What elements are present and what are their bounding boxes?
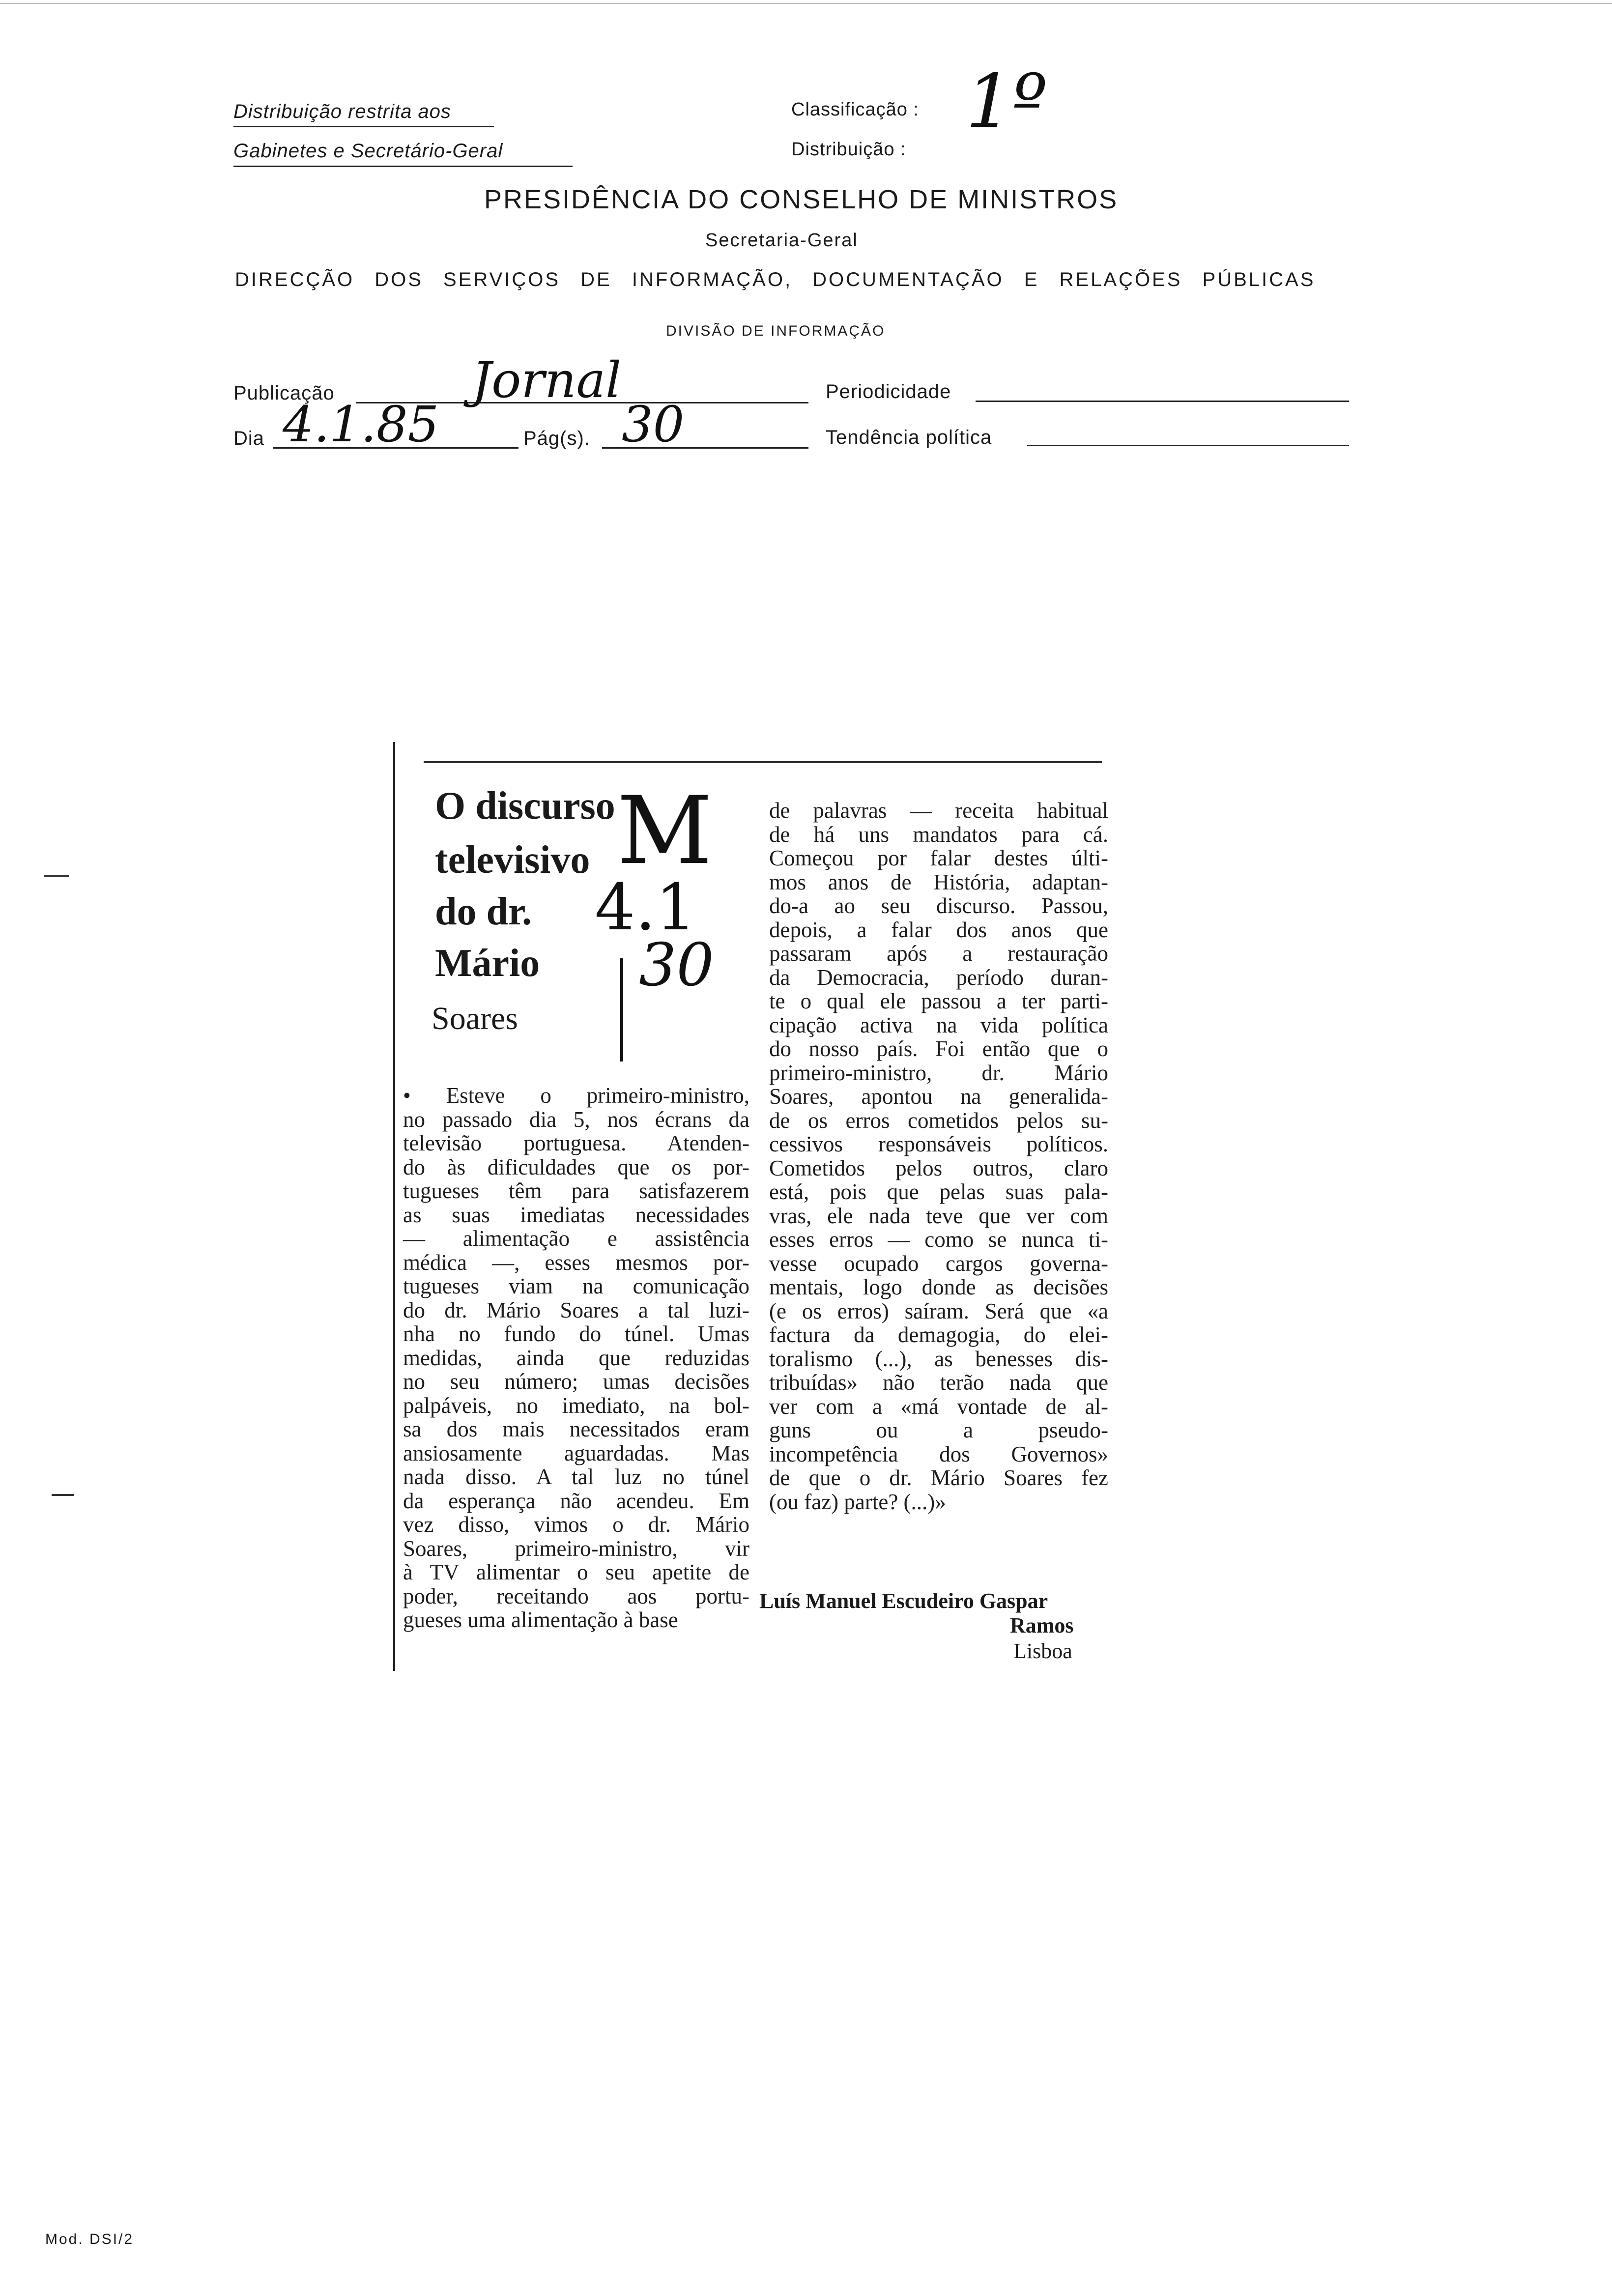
org-direction: DIRECÇÃO DOS SERVIÇOS DE INFORMAÇÃO, DOCUMENTAÇÃO E RELAÇÕES PÚBLICAS — [235, 269, 1316, 290]
article-line: esses erros — como se nunca ti- — [769, 1227, 1108, 1252]
article-line: está, pois que pelas suas pala- — [769, 1179, 1108, 1204]
periodicidade-line — [976, 401, 1349, 402]
clipping-top-rule — [424, 761, 1102, 763]
article-line: primeiro-ministro, dr. Mário — [769, 1060, 1108, 1085]
article-line: • Esteve o primeiro-ministro, — [403, 1083, 749, 1108]
org-secretaria: Secretaria-Geral — [705, 230, 858, 251]
publicacao-value: Jornal — [472, 351, 622, 409]
article-line: as suas imediatas necessidades — [403, 1202, 749, 1227]
headline-line: O discurso — [435, 784, 615, 828]
article-line: tugueses têm para satisfazerem — [403, 1178, 749, 1203]
article-line: tribuídas» não terão nada que — [769, 1370, 1108, 1395]
underline — [233, 166, 573, 167]
article-line: do nosso país. Foi então que o — [769, 1036, 1108, 1061]
pags-label: Pág(s). — [523, 428, 590, 449]
article-line: da esperança não acendeu. Em — [403, 1488, 749, 1513]
restriction-line-2: Gabinetes e Secretário-Geral — [233, 140, 503, 162]
article-line: — alimentação e assistência — [403, 1226, 749, 1251]
article-line: sa dos mais necessitados eram — [403, 1417, 749, 1441]
dia-label: Dia — [233, 428, 265, 449]
article-line: mos anos de História, adaptan- — [769, 869, 1108, 894]
article-line: de que o dr. Mário Soares fez — [769, 1465, 1108, 1490]
headline-line: Mário — [435, 942, 540, 985]
article-line: gueses uma alimentação à base — [403, 1607, 678, 1632]
scan-edge-line — [0, 3, 1612, 4]
annotation-page: 30 — [639, 931, 714, 1000]
article-line: à TV alimentar o seu apetite de — [403, 1560, 749, 1584]
article-line: nha no fundo do túnel. Umas — [403, 1321, 749, 1346]
article-line: passaram após a restauração — [769, 941, 1108, 966]
dia-value: 4.1.85 — [283, 396, 439, 453]
article-line: nada disso. A tal luz no túnel — [403, 1464, 749, 1489]
publicacao-label: Publicação — [233, 382, 335, 404]
article-line: ansiosamente aguardadas. Mas — [403, 1440, 749, 1465]
article-line: do às dificuldades que os por- — [403, 1154, 749, 1179]
article-line: Soares, primeiro-ministro, vir — [403, 1536, 749, 1561]
article-line: tugueses viam na comunicação — [403, 1274, 749, 1298]
org-division: DIVISÃO DE INFORMAÇÃO — [666, 323, 886, 339]
classificacao-label: Classificação : — [791, 99, 919, 120]
article-line: de palavras — receita habitual — [769, 798, 1108, 823]
headline-line: do dr. — [435, 890, 532, 933]
tendencia-label: Tendência política — [826, 427, 992, 448]
tendencia-line — [1027, 445, 1349, 446]
article-line: ver com a «má vontade de al- — [769, 1394, 1108, 1419]
annotation-letter: M — [617, 776, 713, 885]
article-line: no passado dia 5, nos écrans da — [403, 1107, 749, 1132]
pags-value: 30 — [622, 396, 685, 453]
article-line: televisão portuguesa. Atenden- — [403, 1131, 749, 1155]
article-line: te o qual ele passou a ter parti- — [769, 989, 1108, 1013]
annotation-date: 4.1 — [595, 870, 696, 945]
article-line: palpáveis, no imediato, na bol- — [403, 1393, 749, 1418]
org-title: PRESIDÊNCIA DO CONSELHO DE MINISTROS — [484, 185, 1119, 214]
form-code: Mod. DSI/2 — [45, 2231, 134, 2247]
article-line: toralismo (...), as benesses dis- — [769, 1346, 1108, 1371]
classificacao-value: 1º — [966, 59, 1047, 144]
article-line: vez disso, vimos o dr. Mário — [403, 1512, 749, 1537]
article-line: médica —, esses mesmos por- — [403, 1250, 749, 1275]
article-line: medidas, ainda que reduzidas — [403, 1345, 749, 1370]
article-line: Soares, apontou na generalida- — [769, 1084, 1108, 1109]
byline-place: Lisboa — [1013, 1639, 1072, 1663]
article-line: poder, receitando aos portu- — [403, 1583, 749, 1608]
article-line: no seu número; umas decisões — [403, 1369, 749, 1394]
article-line: incompetência dos Governos» — [769, 1441, 1108, 1466]
article-line: da Democracia, período duran- — [769, 965, 1108, 990]
underline — [233, 126, 494, 127]
article-line: factura da demagogia, do elei- — [769, 1322, 1108, 1347]
article-column-1 — [403, 1084, 749, 1632]
article-column-2 — [769, 799, 1108, 1514]
article-line: de há uns mandatos para cá. — [769, 822, 1108, 847]
byline-line-1: Luís Manuel Escudeiro Gaspar — [759, 1589, 1048, 1613]
article-line: do-a ao seu discurso. Passou, — [769, 893, 1108, 918]
headline-line: televisivo — [435, 838, 590, 882]
restriction-line-1: Distribuição restrita aos — [233, 101, 451, 122]
article-line: (ou faz) parte? (...)» — [769, 1489, 946, 1514]
scan-mark — [52, 1494, 74, 1496]
distribuicao-label: Distribuição : — [791, 139, 906, 160]
article-line: cipação activa na vida política — [769, 1012, 1108, 1037]
article-line: vras, ele nada teve que ver com — [769, 1203, 1108, 1228]
byline-line-2: Ramos — [1010, 1613, 1074, 1637]
periodicidade-label: Periodicidade — [826, 381, 951, 402]
article-line: (e os erros) saíram. Será que «a — [769, 1298, 1108, 1323]
article-line: Cometidos pelos outros, claro — [769, 1155, 1108, 1180]
article-line: mentais, logo donde as decisões — [769, 1275, 1108, 1299]
article-line: vesse ocupado cargos governa- — [769, 1251, 1108, 1276]
article-line: cessivos responsáveis políticos. — [769, 1132, 1108, 1156]
annotation-stroke — [620, 958, 623, 1062]
article-line: de os erros cometidos pelos su- — [769, 1108, 1108, 1133]
article-line: Começou por falar destes últi- — [769, 846, 1108, 870]
headline-line: Soares — [432, 1001, 518, 1036]
article-line: depois, a falar dos anos que — [769, 917, 1108, 942]
article-line: guns ou a pseudo- — [769, 1418, 1108, 1442]
scan-mark — [44, 875, 69, 877]
clipping-left-edge — [393, 742, 395, 1671]
article-line: do dr. Mário Soares a tal luzi- — [403, 1297, 749, 1322]
